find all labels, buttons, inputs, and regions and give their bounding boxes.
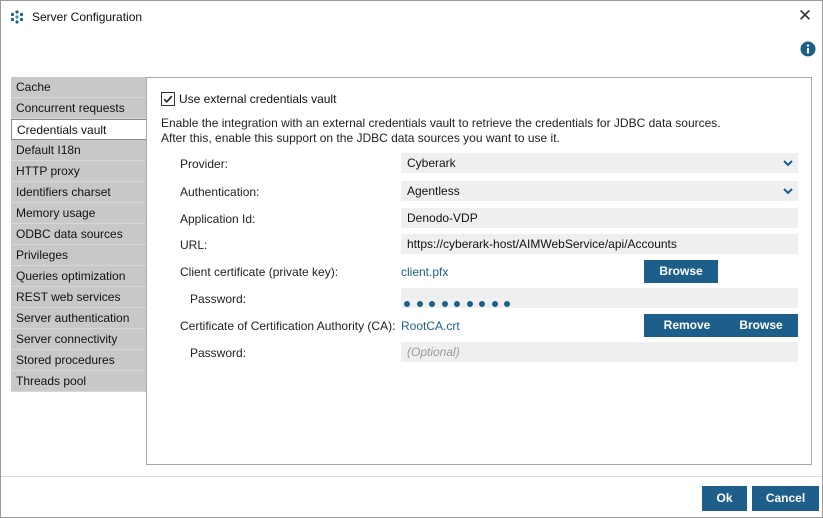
client-certificate-file-link[interactable]: client.pfx	[401, 265, 449, 279]
sidebar-item-stored-procedures[interactable]: Stored procedures	[11, 350, 146, 371]
client-password-mask	[404, 294, 517, 307]
authentication-label: Authentication:	[180, 185, 260, 199]
application-id-label: Application Id:	[180, 212, 256, 226]
cancel-button[interactable]: Cancel	[752, 486, 819, 511]
ca-certificate-file-link[interactable]: RootCA.crt	[401, 319, 460, 333]
sidebar-item-memory-usage[interactable]: Memory usage	[11, 203, 146, 224]
denodo-dots-icon	[10, 10, 24, 24]
password-dot	[454, 301, 460, 307]
sidebar-item-server-authentication[interactable]: Server authentication	[11, 308, 146, 329]
client-certificate-browse-button[interactable]: Browse	[644, 260, 718, 283]
password-dot	[417, 301, 423, 307]
ca-certificate-label: Certificate of Certification Authority (CA):	[180, 319, 396, 333]
checkmark-icon	[162, 93, 174, 105]
password-dot	[504, 301, 510, 307]
window-title: Server Configuration	[32, 10, 143, 24]
client-certificate-label: Client certificate (private key):	[180, 265, 339, 279]
provider-select[interactable]	[401, 153, 798, 173]
vault-description	[161, 116, 721, 146]
title-bar	[1, 1, 822, 33]
password-dot	[492, 301, 498, 307]
application-id-input[interactable]: Denodo-VDP	[401, 208, 798, 228]
sidebar-item-default-i18n[interactable]: Default I18n	[11, 140, 146, 161]
provider-value: Cyberark	[407, 156, 456, 170]
sidebar-item-server-connectivity[interactable]: Server connectivity	[11, 329, 146, 350]
provider-label: Provider:	[180, 157, 229, 171]
url-input[interactable]: https://cyberark-host/AIMWebService/api/Accounts	[401, 234, 798, 254]
sidebar-item-queries-optimization[interactable]: Queries optimization	[11, 266, 146, 287]
sidebar-item-http-proxy[interactable]: HTTP proxy	[11, 161, 146, 182]
ca-certificate-browse-button[interactable]: Browse	[724, 314, 798, 337]
client-password-label: Password:	[190, 292, 247, 306]
sidebar-item-identifiers-charset[interactable]: Identifiers charset	[11, 182, 146, 203]
close-icon[interactable]: ✕	[797, 6, 813, 25]
ca-password-label: Password:	[190, 346, 247, 360]
chevron-down-icon	[782, 181, 794, 201]
chevron-down-icon	[782, 153, 794, 173]
password-dot	[479, 301, 485, 307]
footer-divider	[1, 476, 822, 477]
sidebar-item-threads-pool[interactable]: Threads pool	[11, 371, 146, 392]
sidebar-item-odbc-data-sources[interactable]: ODBC data sources	[11, 224, 146, 245]
sidebar-item-credentials-vault[interactable]: Credentials vault	[11, 119, 148, 140]
settings-sidebar	[11, 77, 146, 391]
info-icon[interactable]	[800, 41, 816, 57]
sidebar-item-concurrent-requests[interactable]: Concurrent requests	[11, 98, 146, 119]
password-dot	[429, 301, 435, 307]
authentication-value: Agentless	[407, 184, 460, 198]
description-line-2: After this, enable this support on the JDBC data sources you want to use it.	[161, 131, 560, 145]
sidebar-item-rest-web-services[interactable]: REST web services	[11, 287, 146, 308]
use-vault-row	[161, 92, 336, 106]
use-vault-label: Use external credentials vault	[179, 92, 337, 106]
password-dot	[467, 301, 473, 307]
sidebar-item-cache[interactable]: Cache	[11, 77, 146, 98]
ca-certificate-remove-button[interactable]: Remove	[644, 314, 730, 337]
authentication-select[interactable]	[401, 181, 798, 201]
password-dot	[404, 301, 410, 307]
use-vault-checkbox[interactable]	[161, 92, 175, 106]
ca-password-input[interactable]: (Optional)	[401, 342, 798, 362]
description-line-1: Enable the integration with an external credentials vault to retrieve the credentials for JDBC data sources.	[161, 116, 721, 130]
sidebar-item-privileges[interactable]: Privileges	[11, 245, 146, 266]
ok-button[interactable]: Ok	[702, 486, 747, 511]
credentials-vault-panel	[146, 77, 812, 465]
password-dot	[442, 301, 448, 307]
url-label: URL:	[180, 238, 208, 252]
